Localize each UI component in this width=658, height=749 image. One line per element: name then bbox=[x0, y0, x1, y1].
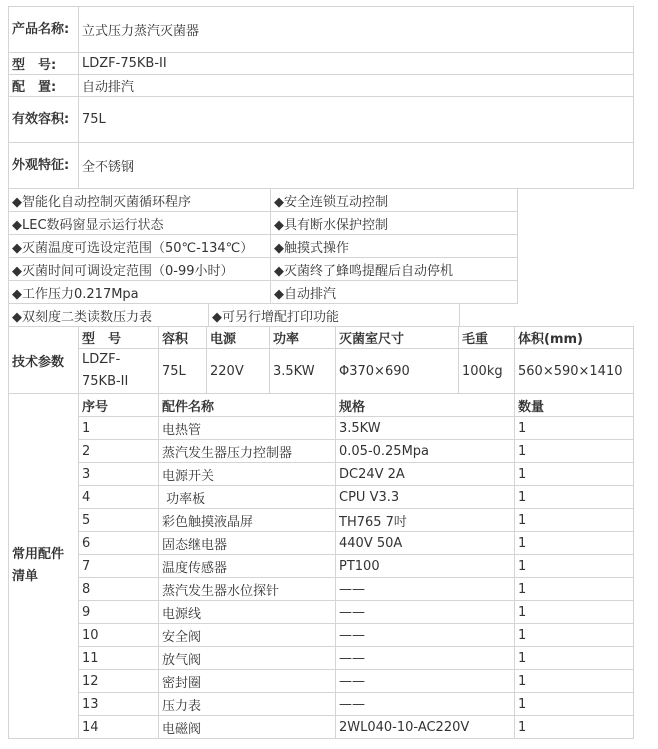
label-config: 配 置: bbox=[8, 74, 79, 97]
part-no: 7 bbox=[78, 554, 159, 578]
part-no: 2 bbox=[78, 439, 159, 463]
parts-header: 配件名称 bbox=[158, 393, 336, 417]
part-qty: 1 bbox=[514, 715, 634, 739]
tech-header: 毛重 bbox=[458, 326, 515, 349]
part-name: 彩色触摸液晶屏 bbox=[158, 508, 336, 532]
label-product-name: 产品名称: bbox=[8, 6, 79, 53]
part-name: 电磁阀 bbox=[158, 715, 336, 739]
part-name: 电源线 bbox=[158, 600, 336, 624]
parts-header: 规格 bbox=[335, 393, 515, 417]
part-no: 12 bbox=[78, 669, 159, 693]
value-appearance: 全不锈钢 bbox=[78, 142, 634, 189]
tech-label: 技术参数 bbox=[8, 326, 79, 394]
tech-header: 电源 bbox=[206, 326, 270, 349]
feature-item: ◆灭菌终了蜂鸣提醒后自动停机 bbox=[270, 257, 518, 281]
feature-item: ◆触摸式操作 bbox=[270, 234, 518, 258]
tech-value: 75L bbox=[158, 348, 207, 394]
part-qty: 1 bbox=[514, 439, 634, 463]
feature-item: ◆灭菌时间可调设定范围（0-99小时） bbox=[8, 257, 271, 281]
label-model: 型 号: bbox=[8, 52, 79, 75]
part-no: 8 bbox=[78, 577, 159, 601]
part-name: 固态继电器 bbox=[158, 531, 336, 555]
part-qty: 1 bbox=[514, 508, 634, 532]
part-spec: —— bbox=[335, 600, 515, 624]
tech-value: 100kg bbox=[458, 348, 515, 394]
part-no: 5 bbox=[78, 508, 159, 532]
value-model: LDZF-75KB-II bbox=[78, 52, 634, 75]
part-qty: 1 bbox=[514, 623, 634, 647]
part-name: 电源开关 bbox=[158, 462, 336, 486]
label-capacity: 有效容积: bbox=[8, 96, 79, 143]
part-qty: 1 bbox=[514, 692, 634, 716]
tech-header: 体积(mm) bbox=[514, 326, 634, 349]
part-qty: 1 bbox=[514, 646, 634, 670]
tech-header: 容积 bbox=[158, 326, 207, 349]
part-spec: —— bbox=[335, 646, 515, 670]
part-no: 13 bbox=[78, 692, 159, 716]
value-product-name: 立式压力蒸汽灭菌器 bbox=[78, 6, 634, 53]
part-no: 9 bbox=[78, 600, 159, 624]
feature-item: ◆灭菌温度可选设定范围（50℃-134℃） bbox=[8, 234, 271, 258]
part-spec: —— bbox=[335, 692, 515, 716]
tech-header: 型 号 bbox=[78, 326, 159, 349]
label-appearance: 外观特征: bbox=[8, 142, 79, 189]
tech-value: 560×590×1410 bbox=[514, 348, 634, 394]
part-qty: 1 bbox=[514, 554, 634, 578]
part-spec: 440V 50A bbox=[335, 531, 515, 555]
part-spec: TH765 7吋 bbox=[335, 508, 515, 532]
tech-value: 3.5KW bbox=[269, 348, 336, 394]
tech-header: 功率 bbox=[269, 326, 336, 349]
part-name: 蒸汽发生器水位探针 bbox=[158, 577, 336, 601]
tech-value: Φ370×690 bbox=[335, 348, 459, 394]
feature-item: ◆双刻度二类读数压力表 bbox=[8, 303, 209, 327]
part-no: 11 bbox=[78, 646, 159, 670]
parts-header: 序号 bbox=[78, 393, 159, 417]
part-spec: CPU V3.3 bbox=[335, 485, 515, 509]
feature-item: ◆自动排汽 bbox=[270, 280, 518, 304]
part-qty: 1 bbox=[514, 577, 634, 601]
parts-header: 数量 bbox=[514, 393, 634, 417]
part-qty: 1 bbox=[514, 669, 634, 693]
part-no: 1 bbox=[78, 416, 159, 440]
part-spec: —— bbox=[335, 623, 515, 647]
part-spec: DC24V 2A bbox=[335, 462, 515, 486]
part-spec: PT100 bbox=[335, 554, 515, 578]
feature-item: ◆安全连锁互动控制 bbox=[270, 188, 518, 212]
part-name: 电热管 bbox=[158, 416, 336, 440]
part-name: 蒸汽发生器压力控制器 bbox=[158, 439, 336, 463]
feature-item: ◆具有断水保护控制 bbox=[270, 211, 518, 235]
feature-item: ◆LEC数码窗显示运行状态 bbox=[8, 211, 271, 235]
part-no: 6 bbox=[78, 531, 159, 555]
part-qty: 1 bbox=[514, 531, 634, 555]
part-name: 放气阀 bbox=[158, 646, 336, 670]
part-qty: 1 bbox=[514, 600, 634, 624]
tech-header: 灭菌室尺寸 bbox=[335, 326, 459, 349]
part-spec: 3.5KW bbox=[335, 416, 515, 440]
part-no: 14 bbox=[78, 715, 159, 739]
part-spec: 2WL040-10-AC220V bbox=[335, 715, 515, 739]
part-name: 安全阀 bbox=[158, 623, 336, 647]
part-no: 4 bbox=[78, 485, 159, 509]
part-spec: —— bbox=[335, 669, 515, 693]
feature-item: ◆工作压力0.217Mpa bbox=[8, 280, 271, 304]
tech-value: 220V bbox=[206, 348, 270, 394]
part-no: 3 bbox=[78, 462, 159, 486]
value-capacity: 75L bbox=[78, 96, 634, 143]
value-config: 自动排汽 bbox=[78, 74, 634, 97]
parts-label: 常用配件清单 bbox=[8, 393, 79, 739]
tech-value: LDZF-75KB-II bbox=[78, 348, 159, 394]
part-qty: 1 bbox=[514, 416, 634, 440]
feature-item: ◆智能化自动控制灭菌循环程序 bbox=[8, 188, 271, 212]
part-name: 压力表 bbox=[158, 692, 336, 716]
part-name: 功率板 bbox=[158, 485, 336, 509]
part-name: 密封圈 bbox=[158, 669, 336, 693]
part-qty: 1 bbox=[514, 462, 634, 486]
part-spec: —— bbox=[335, 577, 515, 601]
part-name: 温度传感器 bbox=[158, 554, 336, 578]
part-spec: 0.05-0.25Mpa bbox=[335, 439, 515, 463]
part-qty: 1 bbox=[514, 485, 634, 509]
part-no: 10 bbox=[78, 623, 159, 647]
feature-item: ◆可另行增配打印功能 bbox=[208, 303, 460, 327]
